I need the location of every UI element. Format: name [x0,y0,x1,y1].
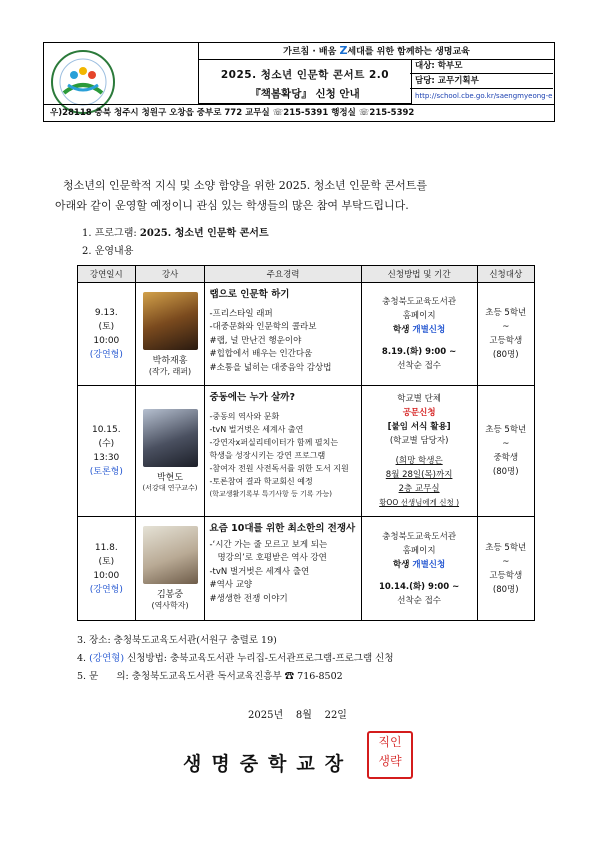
principal-signature: 생명중학교장 [183,753,354,775]
header-method: 신청방법 및 기간 [361,266,477,283]
intro-paragraph: 청소년의 인문학적 지식 및 소양 함양을 위한 2025. 청소년 인문학 콘서트를 아래와 같이 운영할 예정이니 관심 있는 학생들의 많은 참여 부탁드립니다. [55,179,427,212]
cell-career: 요즘 10대를 위한 최소한의 전쟁사 -‘시간 가는 줄 모르고 보게 되는 명강의’로 호평받은 역사 강연 -tvN 벌거벗은 세계사 출연 #역사 교양 #생생한 전쟁 이야기 [205,517,361,621]
table-row [78,517,535,621]
instructor-photo [143,292,198,350]
cell-career: 랩으로 인문학 하기 -프리스타일 래퍼 -대중문화와 인문학의 콜라보 #랩, 널 만난건 행운이야 #힙합에서 배우는 인간다움 #소통을 넓히는 대중음악 감상법 [205,283,361,386]
table-header-row [78,266,535,283]
title-line-1: 2025. 청소년 인문학 콘서트 2.0 [220,69,390,81]
cell-target: 초등 5학년 ~ 고등학생 (80명) [477,517,534,621]
cell-career: 중동에는 누가 살까? -중동의 역사와 문화 -tvN 벌거벗은 세계사 출연 -강연자x퍼실리테이터가 함께 펼치는 학생을 성장시키는 강연 프로그램 -참여자 전원 사전독서를 위한 도서 지원 -토론참여 결과 학교회신 예정 (학교생활기록부 특기사항 등 기록 가능) [205,386,361,517]
program-table [77,265,535,621]
cell-method: 충청북도교육도서관 홈페이지 학생 개별신청 10.14.(화) 9:00 ~ 선착순 접수 [361,517,477,621]
header-box [43,42,555,122]
header-instructor: 강사 [135,266,205,283]
issue-date: 2025년 8월 22일 [248,710,347,721]
cell-date: 10.15. (수) 13:30 (토론형) [78,386,136,517]
cell-method: 충청북도교육도서관 홈페이지 학생 개별신청 8.19.(화) 9:00 ~ 선착순 접수 [361,283,477,386]
section-operation: 2. 운영내용 [82,246,134,257]
table-row [78,283,535,386]
instructor-photo [143,409,198,467]
notice-title [198,59,412,104]
cell-date: 9.13. (토) 10:00 (강연형) [78,283,136,386]
title-line-2: 『책봄확당』 신청 안내 [250,88,360,100]
cell-instructor: 김봉중 (역사학자) [135,517,205,621]
cell-instructor: 박하재홍 (작가, 래퍼) [135,283,205,386]
footer-contact: 5. 문 의: 충청북도교육도서관 독서교육진흥부 ☎ 716-8502 [77,671,343,682]
school-url[interactable]: http://school.cbe.go.kr/saengmyeong-e [415,92,553,100]
header-target: 신청대상 [477,266,534,283]
official-seal: 직인 생략 [367,731,413,779]
header-career: 주요경력 [205,266,361,283]
header-date: 강연일시 [78,266,136,283]
table-row [78,386,535,517]
cell-target: 초등 5학년 ~ 중학생 (80명) [477,386,534,517]
footer-location: 3. 장소: 충청북도교육도서관(서원구 충렬로 19) [77,635,277,646]
address-row: 우)28118 충북 청주시 청원구 오창읍 중부로 772 교무실 ☏215-5391 행정실 ☏215-5392 [44,104,554,121]
notice-info [410,59,553,103]
audience: 대상: 학부모 [410,59,553,74]
cell-method: 학교별 단체 공문신청 [붙임 서식 활용] (학교별 담당자) (희망 학생은 8월 28일(목)까지 2층 교무실 황OO 선생님에게 신청 ) [361,386,477,517]
department: 담당: 교무기획부 [410,74,553,89]
cell-instructor: 박현도 (서강대 연구교수) [135,386,205,517]
instructor-photo [143,526,198,584]
cell-target: 초등 5학년 ~ 고등학생 (80명) [477,283,534,386]
slogan: 가르침 · 배움 Z세대를 위한 함께하는 생명교육 [198,43,554,60]
footer-method: 4. (강연형) 신청방법: 충북교육도서관 누리집-도서관프로그램-프로그램 신청 [77,653,394,664]
cell-date: 11.8. (토) 10:00 (강연형) [78,517,136,621]
section-program: 1. 프로그램: 2025. 청소년 인문학 콘서트 [82,228,269,239]
